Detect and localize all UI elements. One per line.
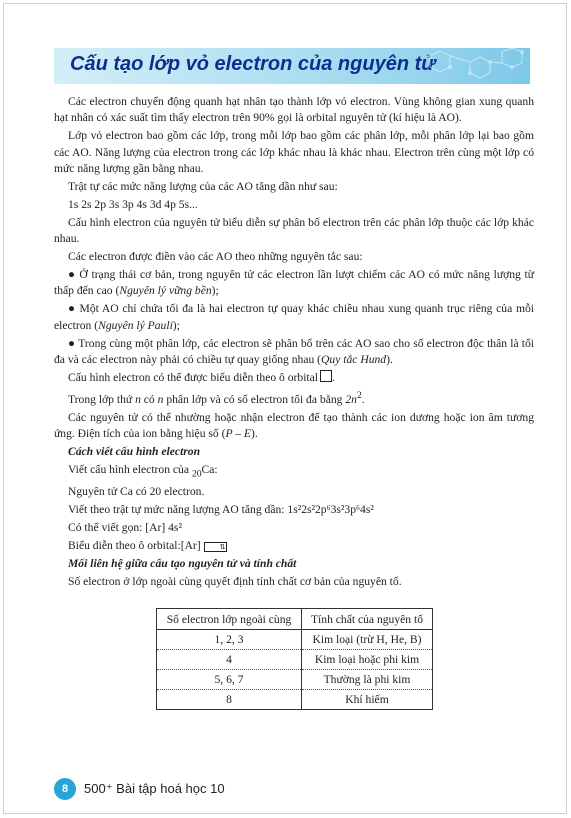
molecule-decoration-icon — [410, 48, 530, 84]
relation-text: Số electron ở lớp ngoài cùng quyết định tính chất cơ bản của nguyên tố. — [68, 574, 402, 588]
paragraph-rules-intro: Các electron được điền vào các AO theo những nguyên tắc sau: — [68, 250, 363, 264]
section-banner — [54, 48, 530, 84]
paragraph-max-electrons: Trong lớp thứ n có n phân lớp và có số electron tối đa bằng $2n^2$. — [68, 389, 365, 406]
table-header-cell: Tính chất của nguyên tố — [302, 609, 433, 630]
page-number-badge: 8 — [54, 778, 76, 800]
table-cell: 1, 2, 3 — [157, 630, 302, 650]
table-row — [157, 690, 433, 710]
content-body — [54, 94, 534, 592]
section-title: Cấu tạo lớp vỏ electron của nguyên tử — [70, 53, 436, 75]
howto-heading: Cách viết cấu hình electron — [68, 444, 201, 458]
orbital-box-icon — [320, 370, 332, 382]
table-cell: Kim loại hoặc phi kim — [302, 650, 433, 670]
properties-table — [156, 608, 433, 710]
table-cell: 4 — [157, 650, 302, 670]
rule-hund: ● Trong cùng một phân lớp, các electron sẽ phân bố trên các AO sao cho số electron độc thân là tối đa và các electron này phải có chiều tự quay giống nhau (Quy tắc Hund). — [54, 336, 534, 367]
rule-aufbau: ● Ở trạng thái cơ bản, trong nguyên tử các electron lần lượt chiếm các AO có mức năng lượng từ thấp đến cao (Nguyên lý vững bền); — [54, 268, 534, 298]
howto-line-5: Biểu diễn theo ô orbital:[Ar] ⇅ — [68, 538, 226, 552]
table-cell: Khí hiếm — [302, 690, 433, 710]
energy-order-sequence: 1s 2s 2p 3s 3p 4s 3d 4p 5s... — [68, 197, 198, 211]
paragraph-configuration: Cấu hình electron của nguyên tử biểu diễn sự phân bố electron trên các phân lớp thuộc các lớp khác nhau. — [54, 215, 534, 246]
paragraph-ion-charge: Các nguyên tử có thể nhường hoặc nhận electron để tạo thành các ion dương hoặc ion âm tương ứng. Điện tích của ion bằng hiệu số (P – E). — [54, 410, 534, 441]
paragraph-layers: Lớp vỏ electron bao gồm các lớp, trong mỗi lớp bao gồm các phân lớp, mỗi phân lớp lại bao gồm các AO. Năng lượng của electron trong các lớp khác nhau là khác nhau. Electron trên cùng một lớp có mức năng lượng gần bằng nhau. — [54, 129, 534, 176]
table-row — [157, 670, 433, 690]
table-cell: Kim loại (trừ H, He, B) — [302, 630, 433, 650]
table-cell: 8 — [157, 690, 302, 710]
howto-line-2: Nguyên tử Ca có 20 electron. — [68, 485, 205, 499]
howto-line-3: Viết theo trật tự mức năng lượng AO tăng dần: 1s²2s²2p⁶3s²3p⁶4s² — [68, 503, 374, 517]
howto-line-4: Có thể viết gọn: [Ar] 4s² — [68, 520, 182, 534]
orbital-cell: ⇅ — [204, 542, 228, 552]
paragraph-orbital-box: Cấu hình electron có thể được biểu diễn theo ô orbital . — [68, 371, 335, 384]
table-cell: 5, 6, 7 — [157, 670, 302, 690]
table-row — [157, 650, 433, 670]
howto-line-1: Viết cấu hình electron của $_{20}$Ca: — [68, 462, 218, 480]
paragraph-energy-order-intro: Trật tự các mức năng lượng của các AO tăng dần như sau: — [68, 180, 338, 194]
table-header-cell: Số electron lớp ngoài cùng — [157, 609, 302, 630]
table-row — [157, 630, 433, 650]
paragraph-electron-shell: Các electron chuyển động quanh hạt nhân tạo thành lớp vỏ electron. Vùng không gian xung quanh hạt nhân có xác suất tìm thấy electron trên 90% gọi là orbital nguyên tử (kí hiệu là AO). — [54, 95, 534, 125]
book-title: 500⁺ Bài tập hoá học 10 — [84, 781, 225, 796]
rule-pauli: ● Một AO chỉ chứa tối đa là hai electron tự quay khác chiều nhau xung quanh trục riêng của mỗi electron (Nguyên lý Pauli); — [54, 302, 534, 332]
relation-heading: Mối liên hệ giữa cấu tạo nguyên tử và tính chất — [68, 556, 297, 570]
page-footer — [54, 778, 225, 800]
table-cell: Thường là phi kim — [302, 670, 433, 690]
